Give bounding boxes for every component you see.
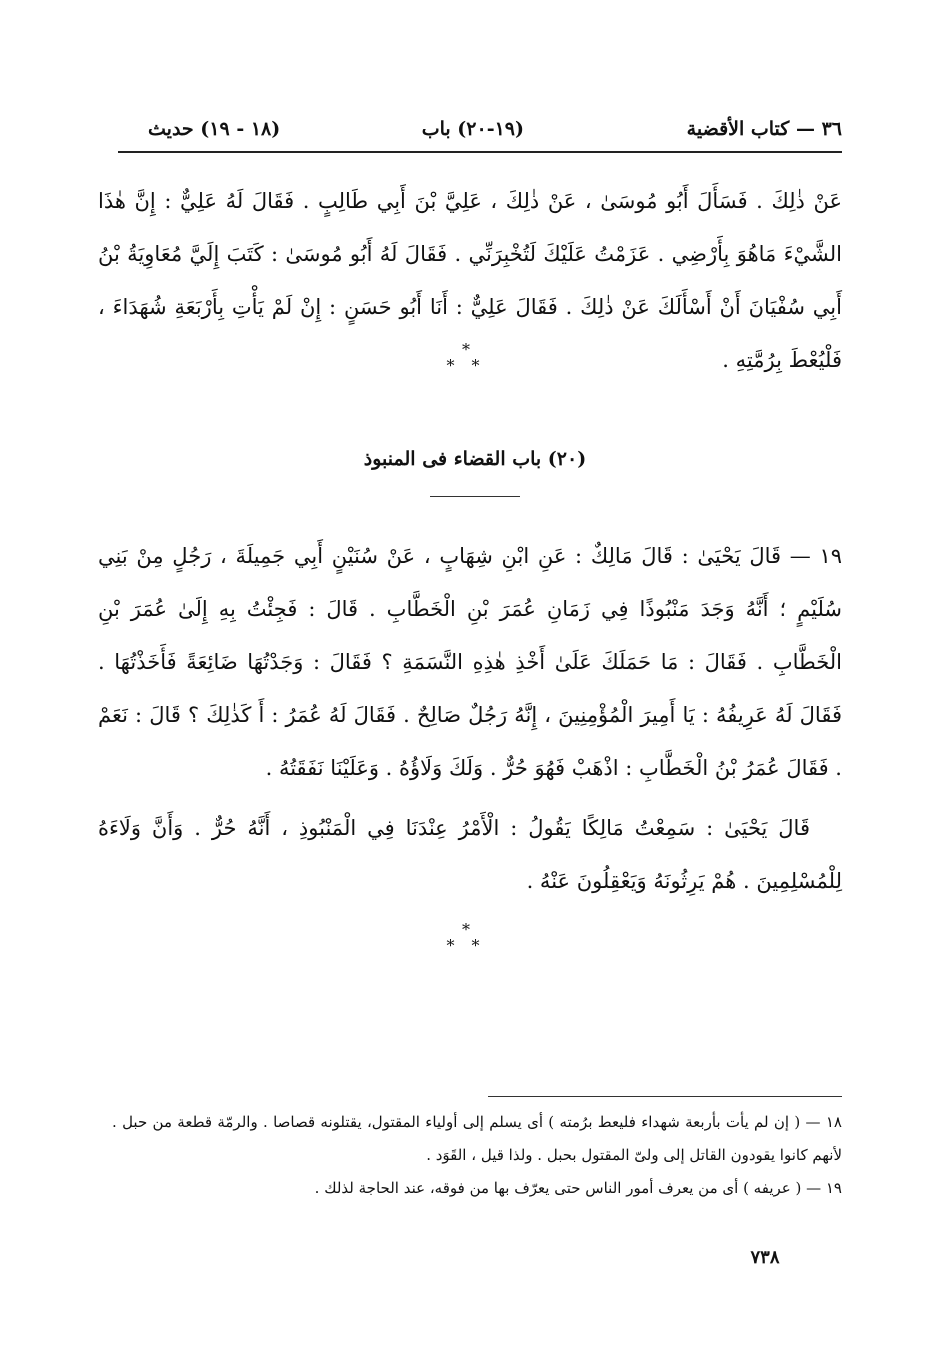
separator-star-bottom: * * xyxy=(446,356,486,375)
separator-star-top: * xyxy=(462,340,470,359)
running-header xyxy=(118,114,842,150)
section-separator-stars xyxy=(446,922,486,954)
section-separator-stars xyxy=(446,342,486,374)
yahya-commentary-text: قَالَ يَحْيَىٰ : سَمِعْتُ مَالِكًا يَقُولُ : الْأَمْرُ عِنْدَنَا فِي الْمَنْبُوذِ ، أَنَّهُ حُرٌّ . وَأَنَّ وَلَاءَهُ لِلْمُسْلِمِينَ . هُمْ يَرِثُونَهُ وَيَعْقِلُونَ عَنْهُ . xyxy=(98,816,842,893)
header-hadith-range: (١٨ - ١٩) حديث xyxy=(148,118,281,140)
page-number: ٧٣٨ xyxy=(750,1247,780,1268)
header-divider xyxy=(118,151,842,153)
hadith-19-text: ١٩ — قَالَ يَحْيَىٰ : قَالَ مَالِكٌ : عَنِ ابْنِ شِهَابٍ ، عَنْ سُنَيْنٍ أَبِي جَمِيلَةَ ، رَجُلٍ مِنْ بَنِي سُلَيْمٍ ؛ أَنَّهُ وَجَدَ مَنْبُوذًا فِي زَمَانِ عُمَرَ بْنِ الْخَطَّابِ . قَالَ : فَجِئْتُ بِهِ إِلَىٰ عُمَرَ بْنِ الْخَطَّابِ . فَقَالَ : مَا حَمَلَكَ عَلَىٰ أَخْذِ هٰذِهِ النَّسَمَةِ ؟ فَقَالَ : وَجَدْتُهَا ضَائِعَةً فَأَخَذْتُهَا . فَقَالَ لَهُ عَرِيفُهُ : يَا أَمِيرَ الْمُؤْمِنِينَ ، إِنَّهُ رَجُلٌ صَالِحٌ . فَقَالَ لَهُ عُمَرُ : أَ كَذٰلِكَ ؟ قَالَ : نَعَمْ . فَقَالَ عُمَرُ بْنُ الْخَطَّابِ : اذْهَبْ فَهُوَ حُرٌّ . وَلَكَ وَلَاؤُهُ . وَعَلَيْنَا نَفَقَتُهُ . xyxy=(98,544,842,780)
separator-star-top: * xyxy=(462,920,470,939)
header-chapter-range: (١٩-٢٠) باب xyxy=(421,118,524,140)
footnote-18: ١٨ — ( إن لم يأت بأربعة شهداء فليعط برُمته ) أى يسلم إلى أولياء المقتول، يقتلونه قصاصا . والرمّة قطعة من حبل . لأنهم كانوا يقودون القاتل إلى ولىّ المقتول بحبل . ولذا قيل ، القَوَد . xyxy=(112,1113,842,1164)
continued-hadith-text: عَنْ ذٰلِكَ . فَسَأَلَ أَبُو مُوسَىٰ ، عَنْ ذٰلِكَ ، عَلِيَّ بْنَ أَبِي طَالِبٍ . فَقَالَ لَهُ عَلِيٌّ : إِنَّ هٰذَا الشَّيْءَ مَاهُوَ بِأَرْضِي . عَزَمْتُ عَلَيْكَ لَتُخْبِرَنِّي . فَقَالَ لَهُ أَبُو مُوسَىٰ : كَتَبَ إِلَيَّ مُعَاوِيَةُ بْنُ أَبِي سُفْيَانَ أَنْ أَسْأَلَكَ عَنْ ذٰلِكَ . فَقَالَ عَلِيٌّ : أَنَا أَبُو حَسَنٍ : إِنْ لَمْ يَأْتِ بِأَرْبَعَةِ شُهَدَاءَ ، فَلْيُعْطَ بِرُمَّتِهِ . xyxy=(98,189,842,372)
chapter-title: (٢٠) باب القضاء فى المنبوذ xyxy=(363,448,587,470)
header-book-title: ٣٦ — كتاب الأقضية xyxy=(686,118,842,140)
yahya-commentary xyxy=(98,802,842,908)
footnote-19: ١٩ — ( عريفه ) أى من يعرف أمور الناس حتى يعرّف بها من فوقه، عند الحاجة لذلك . xyxy=(314,1179,842,1197)
footnotes xyxy=(112,1106,842,1205)
chapter-title-underline xyxy=(430,496,520,497)
footnote-divider xyxy=(488,1096,842,1097)
separator-star-bottom: * * xyxy=(446,936,486,955)
